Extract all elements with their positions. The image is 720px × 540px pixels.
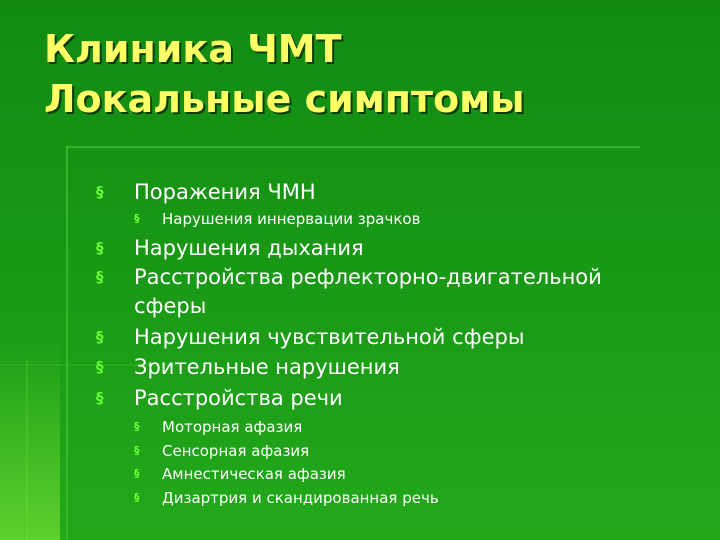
bullet-icon: § <box>96 358 104 376</box>
bullet-icon: § <box>96 389 104 407</box>
list-item-text: Моторная афазия <box>162 418 303 436</box>
bullet-icon: § <box>96 183 104 201</box>
bullet-icon: § <box>96 268 104 286</box>
list-item-text: Поражения ЧМН <box>134 180 316 204</box>
slide-title-line-2: Локальные симптомы <box>44 77 525 121</box>
slide-title-line-1: Клиника ЧМТ <box>44 27 342 71</box>
bullet-icon: § <box>134 444 140 457</box>
list-item-text: сферы <box>134 294 207 318</box>
bullet-icon: § <box>96 328 104 346</box>
bullet-icon: § <box>96 239 104 257</box>
list-item-text: Сенсорная афазия <box>162 442 310 460</box>
list-item-text: Нарушения иннервации зрачков <box>162 210 421 228</box>
list-item-text: Зрительные нарушения <box>134 355 400 379</box>
list-item-text: Дизартрия и скандированная речь <box>162 489 439 507</box>
list-item-text: Амнестическая афазия <box>162 465 346 483</box>
list-item-text: Нарушения дыхания <box>134 236 364 260</box>
list-item-text: Расстройства речи <box>134 386 343 410</box>
bullet-icon: § <box>134 420 140 433</box>
list-item-text: Расстройства рефлекторно-двигательной <box>134 265 602 289</box>
bullet-icon: § <box>134 491 140 504</box>
bullet-icon: § <box>134 467 140 480</box>
list-item-text: Нарушения чувствительной сферы <box>134 325 525 349</box>
bullet-icon: § <box>134 212 140 225</box>
